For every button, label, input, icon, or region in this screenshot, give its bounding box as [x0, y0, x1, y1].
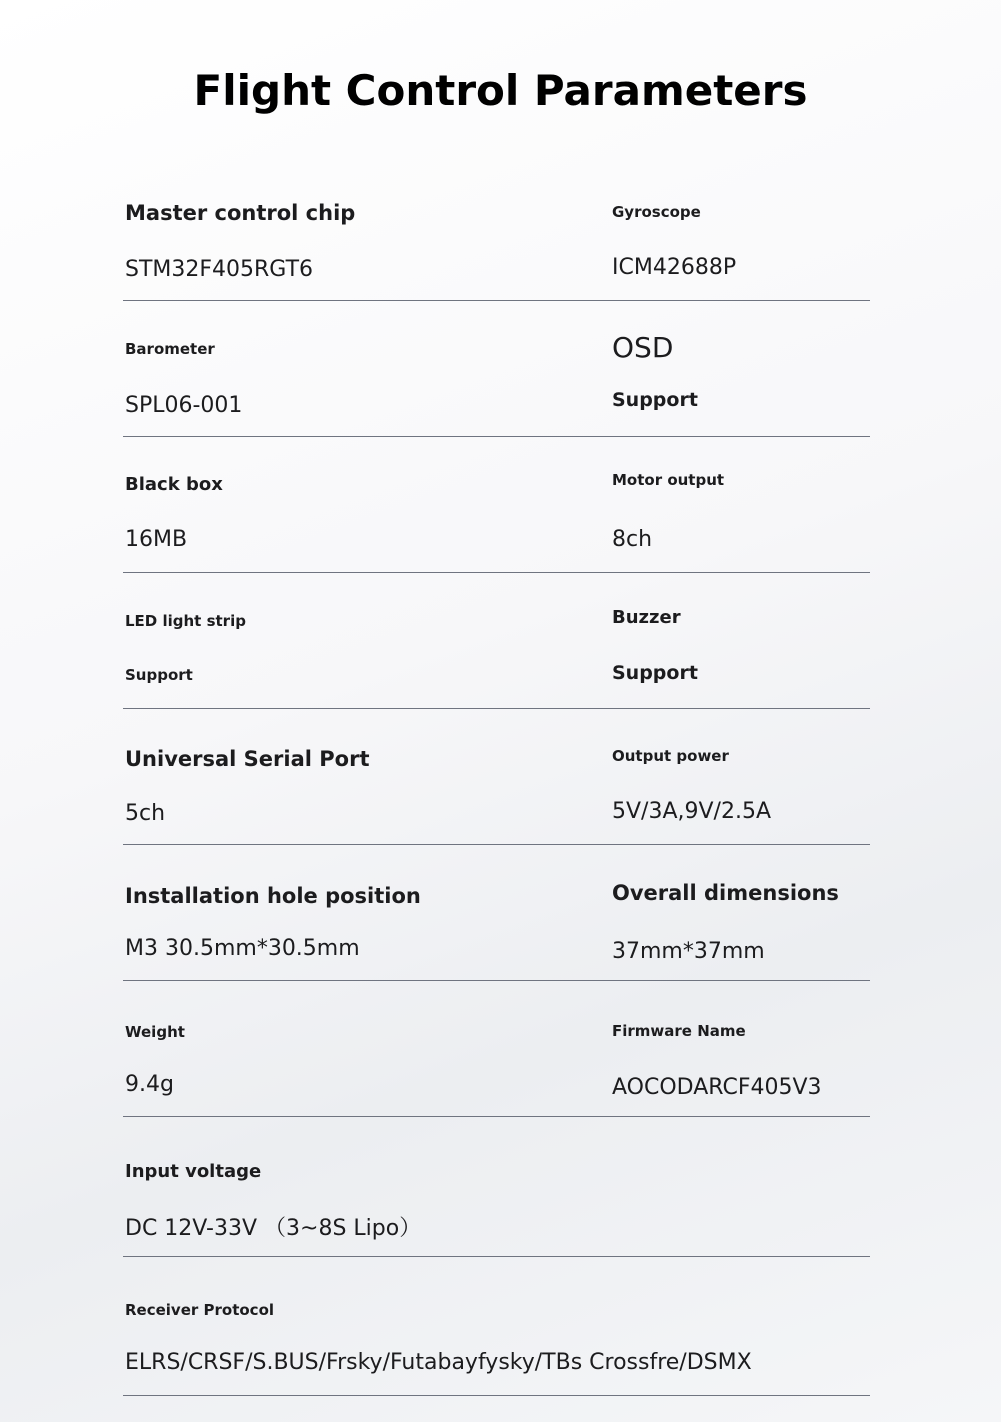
param-value: ELRS/CRSF/S.BUS/Frsky/Futabayfysky/TBs Crossfre/DSMX	[125, 1350, 752, 1375]
param-firmware-name	[610, 980, 870, 1116]
param-value: 8ch	[612, 527, 653, 552]
param-row	[123, 436, 870, 573]
param-label: Master control chip	[125, 201, 356, 225]
param-row	[123, 572, 870, 709]
page-title: Flight Control Parameters	[193, 66, 808, 115]
param-label: Weight	[125, 1023, 185, 1041]
param-universal-serial-port	[123, 708, 603, 844]
param-value: ICM42688P	[612, 255, 737, 280]
param-value: Support	[612, 662, 698, 684]
param-value: 5ch	[125, 801, 166, 826]
param-value: M3 30.5mm*30.5mm	[125, 936, 360, 961]
param-input-voltage	[123, 1120, 870, 1256]
param-output-power	[610, 708, 870, 844]
param-value: STM32F405RGT6	[125, 257, 314, 282]
param-row	[123, 300, 870, 437]
param-row	[123, 844, 870, 981]
param-value: 5V/3A,9V/2.5A	[612, 799, 771, 824]
param-label: Universal Serial Port	[125, 747, 370, 771]
param-value: DC 12V-33V （3~8S Lipo）	[125, 1216, 422, 1241]
param-osd	[610, 300, 870, 436]
param-label: Receiver Protocol	[125, 1301, 275, 1319]
param-led-light-strip	[123, 572, 603, 708]
param-value: SPL06-001	[125, 393, 243, 418]
param-label: Gyroscope	[612, 203, 701, 221]
param-row	[123, 1120, 870, 1257]
param-row	[123, 164, 870, 301]
param-overall-dimensions	[610, 844, 870, 980]
param-gyroscope	[610, 164, 870, 300]
param-value: Support	[612, 389, 698, 411]
param-receiver-protocol	[123, 1259, 870, 1395]
param-label: Black box	[125, 474, 223, 495]
param-label: Barometer	[125, 340, 215, 358]
param-value: Support	[125, 666, 193, 684]
param-label: LED light strip	[125, 612, 246, 630]
param-weight	[123, 980, 603, 1116]
param-label: Firmware Name	[612, 1022, 746, 1040]
param-row	[123, 1259, 870, 1396]
param-black-box	[123, 436, 603, 572]
param-label: Input voltage	[125, 1161, 262, 1182]
param-installation-hole	[123, 844, 603, 980]
param-label: Installation hole position	[125, 884, 421, 908]
param-label: Motor output	[612, 471, 725, 489]
param-label: Overall dimensions	[612, 881, 839, 905]
param-value: 9.4g	[125, 1072, 174, 1097]
param-value: AOCODARCF405V3	[612, 1075, 822, 1100]
param-buzzer	[610, 572, 870, 708]
param-barometer	[123, 300, 603, 436]
param-label: Buzzer	[612, 607, 681, 628]
param-master-control-chip	[123, 164, 603, 300]
param-value: 37mm*37mm	[612, 939, 765, 964]
param-label: OSD	[612, 331, 674, 364]
param-value: 16MB	[125, 527, 188, 552]
param-row	[123, 980, 870, 1117]
param-motor-output	[610, 436, 870, 572]
param-label: Output power	[612, 747, 729, 765]
param-row	[123, 708, 870, 845]
